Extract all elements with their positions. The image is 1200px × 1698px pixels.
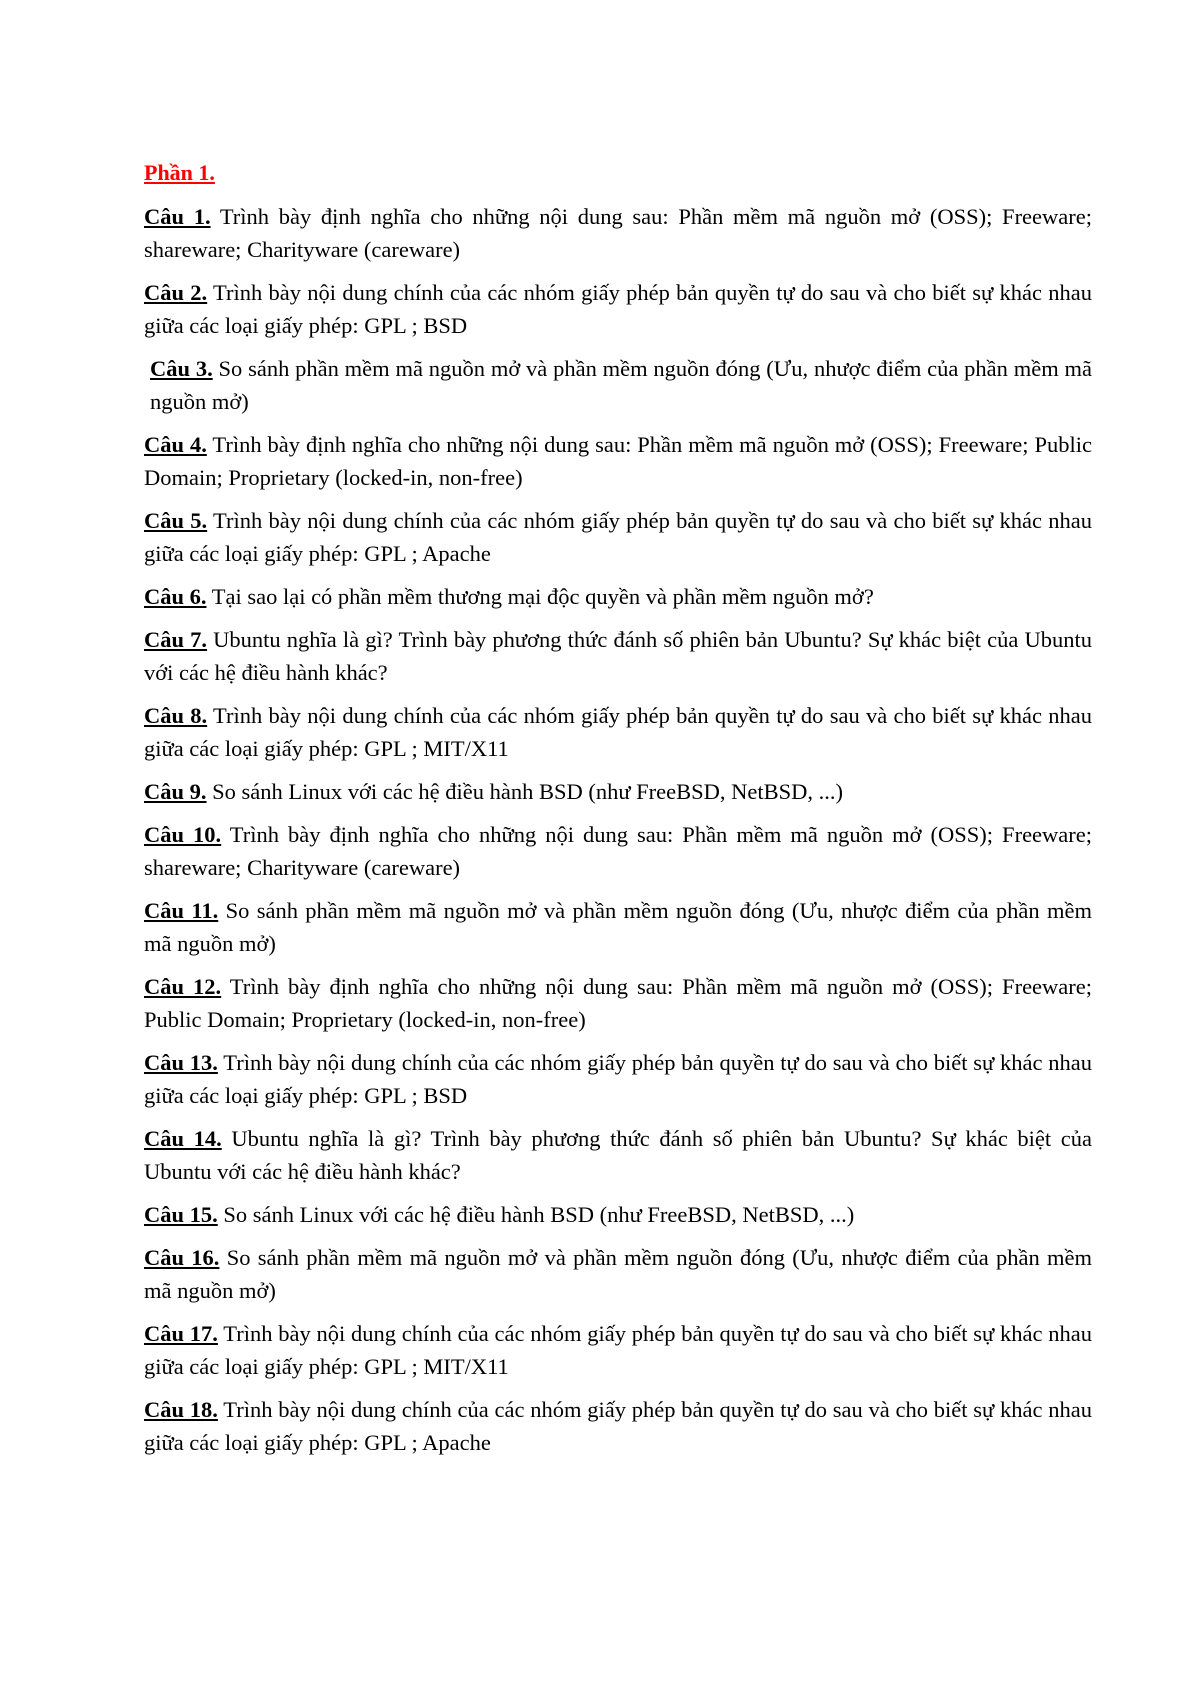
question-item xyxy=(144,775,1092,808)
question-item xyxy=(144,1241,1092,1307)
question-label: Câu 4. xyxy=(144,432,207,457)
question-item xyxy=(144,699,1092,765)
question-item xyxy=(144,894,1092,960)
question-text: Ubuntu nghĩa là gì? Trình bày phương thức đánh số phiên bản Ubuntu? Sự khác biệt của Ubuntu với các hệ điều hành khác? xyxy=(144,627,1092,685)
question-item xyxy=(144,1122,1092,1188)
question-label: Câu 1. xyxy=(144,204,211,229)
question-label: Câu 3. xyxy=(150,356,213,381)
question-label: Câu 8. xyxy=(144,703,208,728)
question-text: Tại sao lại có phần mềm thương mại độc quyền và phần mềm nguồn mở? xyxy=(206,584,874,609)
question-item xyxy=(144,428,1092,494)
question-label: Câu 11. xyxy=(144,898,219,923)
question-text: So sánh Linux với các hệ điều hành BSD (như FreeBSD, NetBSD, ...) xyxy=(217,1202,855,1227)
question-label: Câu 9. xyxy=(144,779,207,804)
section-title: Phần 1. xyxy=(144,160,215,185)
question-label: Câu 15. xyxy=(144,1202,218,1227)
question-item xyxy=(144,276,1092,342)
question-item xyxy=(144,200,1092,266)
question-item xyxy=(144,1317,1092,1383)
question-text: Trình bày định nghĩa cho những nội dung sau: Phần mềm mã nguồn mở (OSS); Freeware; Public Domain; Proprietary (locked-in, non-free) xyxy=(144,974,1093,1032)
question-text: Ubuntu nghĩa là gì? Trình bày phương thức đánh số phiên bản Ubuntu? Sự khác biệt của Ubuntu với các hệ điều hành khác? xyxy=(144,1126,1092,1184)
question-text: Trình bày định nghĩa cho những nội dung sau: Phần mềm mã nguồn mở (OSS); Freeware; shareware; Charityware (careware) xyxy=(144,822,1093,880)
question-item xyxy=(144,352,1092,418)
question-text: Trình bày định nghĩa cho những nội dung sau: Phần mềm mã nguồn mở (OSS); Freeware; Public Domain; Proprietary (locked-in, non-free) xyxy=(144,432,1093,490)
question-text: So sánh phần mềm mã nguồn mở và phần mềm nguồn đóng (Ưu, nhược điểm của phần mềm mã nguồn mở) xyxy=(150,356,1092,414)
question-text: So sánh Linux với các hệ điều hành BSD (như FreeBSD, NetBSD, ...) xyxy=(206,779,844,804)
question-label: Câu 12. xyxy=(144,974,222,999)
question-text: Trình bày nội dung chính của các nhóm giấy phép bản quyền tự do sau và cho biết sự khác nhau giữa các loại giấy phép: GPL ; BSD xyxy=(144,1050,1092,1108)
question-label: Câu 7. xyxy=(144,627,208,652)
question-text: Trình bày định nghĩa cho những nội dung sau: Phần mềm mã nguồn mở (OSS); Freeware; shareware; Charityware (careware) xyxy=(144,204,1093,262)
question-label: Câu 5. xyxy=(144,508,208,533)
question-item xyxy=(144,504,1092,570)
question-item xyxy=(144,623,1092,689)
question-label: Câu 2. xyxy=(144,280,208,305)
question-item xyxy=(144,580,1092,613)
question-text: Trình bày nội dung chính của các nhóm giấy phép bản quyền tự do sau và cho biết sự khác nhau giữa các loại giấy phép: GPL ; Apache xyxy=(144,1397,1092,1455)
question-item xyxy=(144,1046,1092,1112)
question-label: Câu 18. xyxy=(144,1397,218,1422)
question-label: Câu 16. xyxy=(144,1245,220,1270)
question-label: Câu 13. xyxy=(144,1050,218,1075)
question-text: Trình bày nội dung chính của các nhóm giấy phép bản quyền tự do sau và cho biết sự khác nhau giữa các loại giấy phép: GPL ; MIT/X11 xyxy=(144,703,1092,761)
question-label: Câu 6. xyxy=(144,584,207,609)
question-item xyxy=(144,1393,1092,1459)
question-item xyxy=(144,818,1092,884)
question-item xyxy=(144,1198,1092,1231)
question-text: So sánh phần mềm mã nguồn mở và phần mềm nguồn đóng (Ưu, nhược điểm của phần mềm mã nguồn mở) xyxy=(144,898,1092,956)
question-text: Trình bày nội dung chính của các nhóm giấy phép bản quyền tự do sau và cho biết sự khác nhau giữa các loại giấy phép: GPL ; MIT/X11 xyxy=(144,1321,1092,1379)
question-text: So sánh phần mềm mã nguồn mở và phần mềm nguồn đóng (Ưu, nhược điểm của phần mềm mã nguồn mở) xyxy=(144,1245,1092,1303)
question-item xyxy=(144,970,1092,1036)
question-label: Câu 14. xyxy=(144,1126,222,1151)
question-label: Câu 10. xyxy=(144,822,222,847)
question-text: Trình bày nội dung chính của các nhóm giấy phép bản quyền tự do sau và cho biết sự khác nhau giữa các loại giấy phép: GPL ; Apache xyxy=(144,508,1092,566)
question-label: Câu 17. xyxy=(144,1321,218,1346)
question-text: Trình bày nội dung chính của các nhóm giấy phép bản quyền tự do sau và cho biết sự khác nhau giữa các loại giấy phép: GPL ; BSD xyxy=(144,280,1092,338)
